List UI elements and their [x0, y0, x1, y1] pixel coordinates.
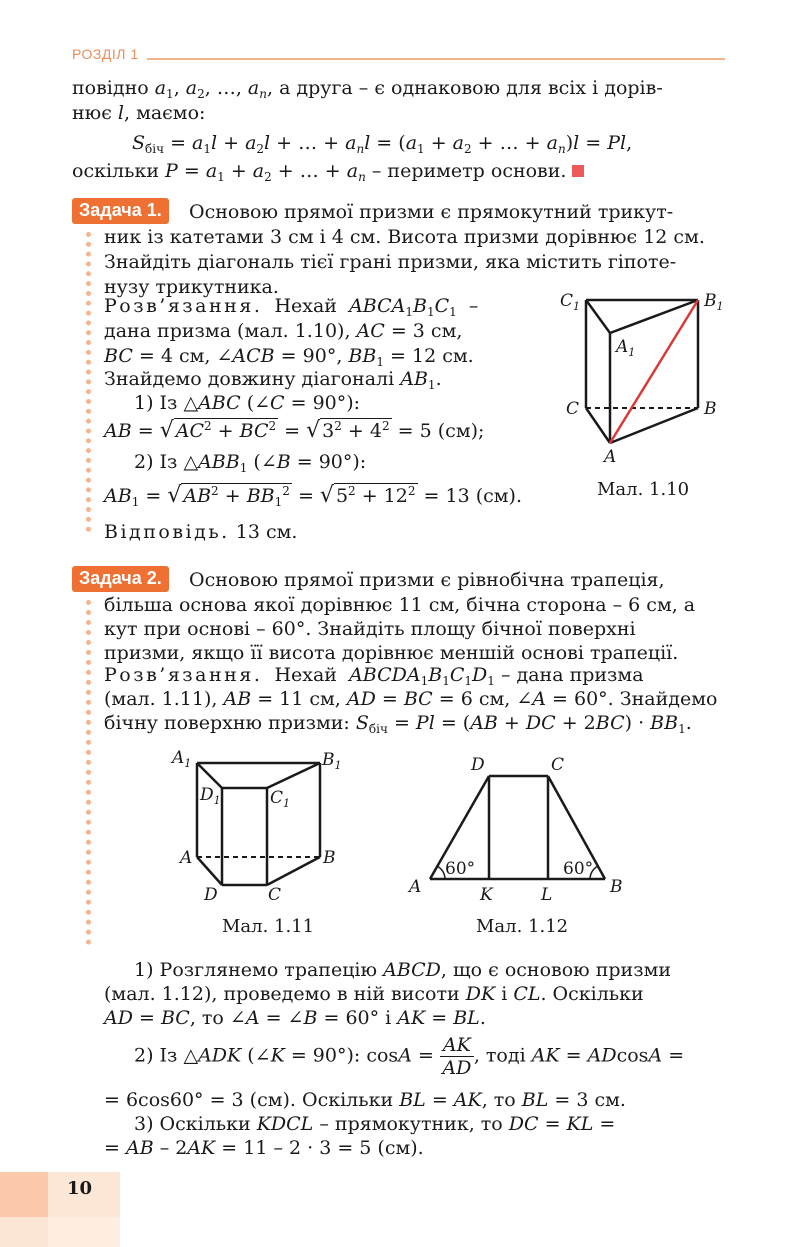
label-d1: $D_1$	[200, 785, 221, 807]
edge-ad	[197, 857, 222, 885]
figure-1-11-caption: Мал. 1.11	[222, 916, 315, 937]
intro-line-1: повідно $a_1$, $a_2$, …, $a_n$, а друга – є однаковою для всіх і дорів-	[72, 77, 663, 101]
edge-c1a1	[586, 300, 610, 333]
label-a1: $A_1$	[172, 748, 192, 770]
task2-solution-1: Розв’язання. Нехай $ABCDA_1B_1C_1D_1$ – дана призма	[104, 664, 644, 688]
step3-line-1: 3) Оскільки KDCL – прямокутник, то DC = KL =	[134, 1113, 616, 1135]
task1-solution-3: BC = 4 см, ∠ACB = 90°, $BB_1 = 12$ см.	[104, 345, 474, 369]
label-b: B	[610, 877, 623, 897]
task1-answer: Відповідь. 13 см.	[104, 521, 298, 543]
task1-text-2: ник із катетами 3 см і 4 см. Висота призми дорівнює 12 см.	[104, 226, 705, 248]
step1-line-1: 1) Розглянемо трапецію ABCD, що є основою призми	[134, 959, 672, 981]
figure-1-10-prism	[560, 288, 760, 468]
page-number: 10	[67, 1178, 93, 1199]
label-c: C	[268, 885, 282, 905]
task1-solution-4: Знайдемо довжину діагоналі $AB_1$.	[104, 368, 442, 392]
edge-ca	[586, 408, 610, 443]
task1-text-4: нузу трикутника.	[104, 276, 279, 298]
label-a1: $A_1$	[616, 337, 636, 359]
task1-solution-1: Розв’язання. Нехай $ABCA_1B_1C_1$ –	[104, 295, 479, 319]
label-c1: $C_1$	[560, 291, 581, 313]
corner-decoration-bottom	[0, 1217, 120, 1247]
angle-label-b: 60°	[563, 859, 594, 879]
angle-label-a: 60°	[445, 859, 476, 879]
task2-text-2: більша основа якої дорівнює 11 см, бічна сторона – 6 см, а	[104, 594, 696, 616]
end-proof-mark	[572, 165, 584, 177]
step2-line-1: 2) Із △ADK (∠K = 90°): cosA = $\frac{AK}{AD}$ , тоді AK = ADcosA =	[134, 1034, 685, 1079]
intro-line-2: нює l, маємо:	[72, 102, 206, 124]
label-a: A	[604, 447, 617, 467]
section-header: РОЗДІЛ 1	[72, 46, 139, 62]
task2-badge: Задача 2.	[72, 566, 169, 592]
figure-1-12-trapezoid	[405, 752, 635, 905]
formula-lateral-area: $S_{біч} = a_1l + a_2l$ + … + $a_nl = (a_1 + a_2$ + … + $a_n)l = Pl$,	[132, 132, 633, 156]
label-c: C	[551, 755, 565, 775]
task1-formula-2: $AB_1$ = √ $AB^2 + BB_1^2$ = √ $5^2 + 12^2 = 13$ (см).	[104, 483, 523, 509]
task1-step-1: 1) Із △ABC (∠C = 90°):	[134, 392, 361, 414]
angle-arc-a	[437, 866, 445, 879]
figure-1-10-caption: Мал. 1.10	[597, 479, 690, 500]
label-c: C	[566, 399, 580, 419]
task1-solution-2: дана призма (мал. 1.10), AC = 3 см,	[104, 320, 463, 342]
task2-solution-3: бічну поверхню призми: $S_{біч} = Pl = (AB$ + DC + $2BC) \cdot BB_1$.	[104, 712, 692, 736]
task2-dotted-rule	[86, 600, 91, 945]
figure-1-11-prism	[170, 745, 370, 905]
edge-c1b1	[267, 763, 320, 788]
step2-line-2: = 6cos60° = 3 (см). Оскільки BL = AK, то BL = 3 см.	[104, 1089, 626, 1111]
label-a: A	[180, 848, 193, 868]
label-d: D	[471, 755, 485, 775]
label-d: D	[204, 885, 218, 905]
step1-line-2: (мал. 1.12), проведемо в ній висоти DK і CL. Оскільки	[104, 983, 644, 1005]
figure-1-12-caption: Мал. 1.12	[476, 916, 569, 937]
label-k: K	[480, 885, 493, 905]
task1-step-2: 2) Із $\triangle ABB_1$ (∠B = 90°):	[134, 451, 367, 475]
edge-ab	[610, 408, 698, 443]
task1-dotted-rule	[86, 232, 91, 532]
task1-badge: Задача 1.	[72, 198, 169, 224]
task2-text-1: Основою прямої призми є рівнобічна трапеція,	[189, 569, 665, 591]
header-rule	[147, 58, 725, 60]
label-c1: $C_1$	[270, 788, 291, 810]
intro-line-3: оскільки $P = a_1 + a_2$ + … + $a_n$ – периметр основи.	[72, 159, 584, 184]
label-b: B	[704, 399, 717, 419]
label-b1: $B_1$	[322, 750, 342, 772]
task2-text-4: призми, якщо її висота дорівнює меншій основі трапеції.	[104, 642, 679, 664]
label-a: A	[409, 877, 422, 897]
step1-line-3: AD = BC, то ∠A = ∠B = 60° і AK = BL.	[104, 1007, 486, 1029]
edge-a1b1	[610, 300, 698, 333]
diagonal-ab1	[610, 300, 698, 443]
step3-line-2: = AB – 2AK = 11 – 2 · 3 = 5 (см).	[104, 1137, 424, 1159]
task2-text-3: кут при основі – 60°. Знайдіть площу бічної поверхні	[104, 618, 636, 640]
label-b: B	[323, 848, 336, 868]
label-l: L	[541, 885, 553, 905]
label-b1: $B_1$	[704, 291, 724, 313]
edge-cb	[267, 857, 320, 885]
task1-formula-1: AB = √ $AC^2 + BC^2$ = √ $3^2 + 4^2 = 5$ (см);	[104, 418, 485, 443]
task1-text-3: Знайдіть діагональ тієї грані призми, яка містить гіпоте-	[104, 251, 677, 273]
task2-solution-2: (мал. 1.11), AB = 11 см, AD = BC = 6 см, ∠A = 60°. Знайдемо	[104, 688, 718, 710]
task1-text-1: Основою прямої призми є прямокутний трикут-	[189, 201, 674, 223]
